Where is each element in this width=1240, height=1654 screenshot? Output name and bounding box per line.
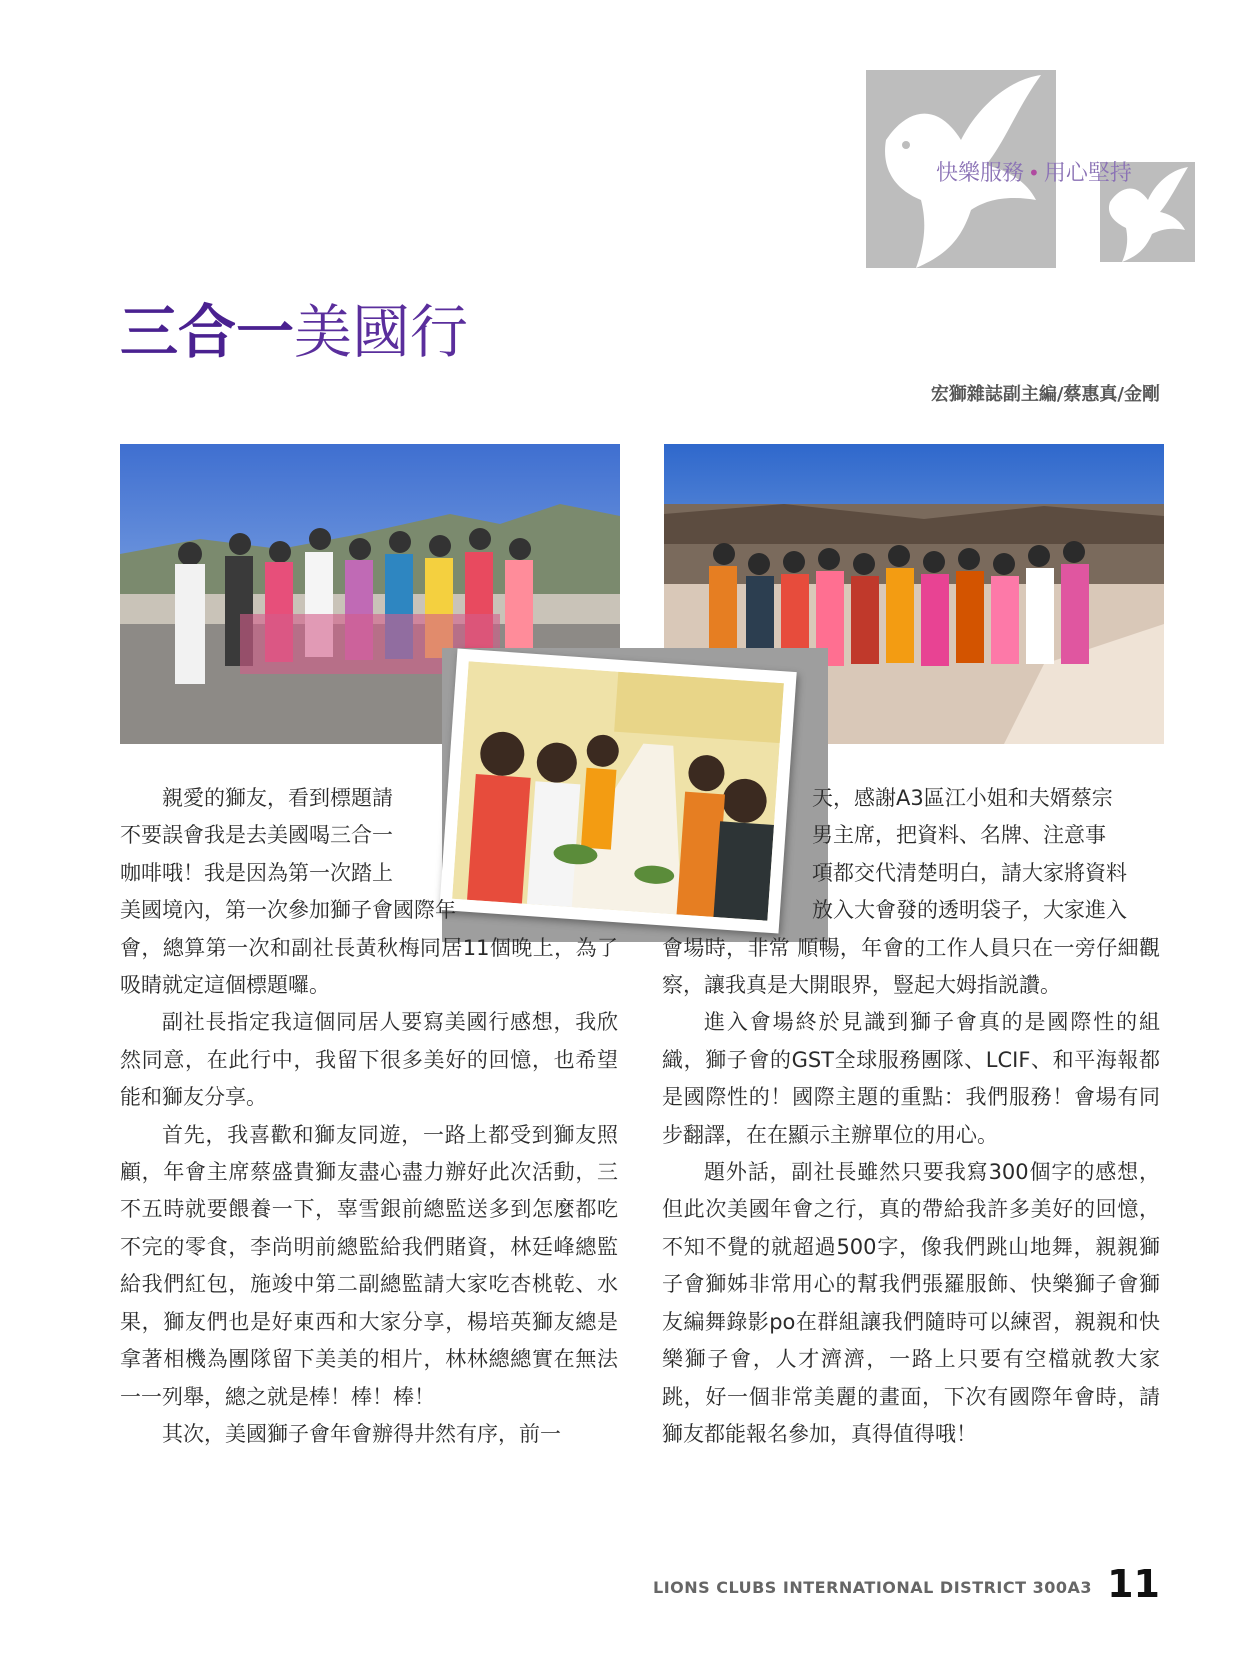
right-paragraph-2: 進入會場終於見識到獅子會真的是國際性的組織，獅子會的GST全球服務團隊、LCIF、和平海報都是國際性的！國際主題的重點：我們服務！會場有同步翻譯，在在顯示主辦單位的用心。 xyxy=(662,1010,1160,1147)
left-p1-line2: 不要誤會我是去美國喝三合一 xyxy=(120,823,393,848)
left-p1-line1: 親愛的獅友，看到標題請 xyxy=(162,786,393,810)
left-column xyxy=(120,780,618,1453)
page-footer xyxy=(653,1562,1160,1606)
right-p1-line4: 放入大會發的透明袋子，大家進入 xyxy=(812,898,1127,923)
left-p1-line3: 咖啡哦！我是因為第一次踏上 xyxy=(120,860,393,885)
left-p1-rest: 會，總算第一次和副社長黃秋梅同居11個晚上，為了吸睛就定這個標題囉。 xyxy=(120,935,618,998)
slogan-right: 用心堅持 xyxy=(1043,161,1132,186)
slogan-left: 快樂服務 xyxy=(936,161,1025,186)
right-p1-line3: 項都交代清楚明白，請大家將資料 xyxy=(812,860,1127,885)
slogan xyxy=(936,156,1196,187)
left-column-wrapped-lines xyxy=(120,780,460,892)
footer-text: LIONS CLUBS INTERNATIONAL DISTRICT 300A3 xyxy=(653,1578,1093,1597)
title-light: 美國行 xyxy=(294,298,469,366)
article-title xyxy=(120,296,468,376)
right-p1-rest: 會場時，非常 順暢，年會的工作人員只在一旁仔細觀察，讓我真是大開眼界，豎起大姆指説讚。 xyxy=(662,935,1160,998)
right-paragraph-3: 題外話，副社長雖然只要我寫300個字的感想，但此次美國年會之行，真的帶給我許多美好的回憶，不知不覺的就超過500字，像我們跳山地舞，親親獅子會獅姊非常用心的幫我們張羅服飾、快樂獅子會獅友編舞錄影po在群組讓我們隨時可以練習，親親和快樂獅子會，人才濟濟，一路上只要有空檔就教大家跳，好一個非常美麗的畫面，下次有國際年會時，請獅友都能報名參加，真得值得哦！ xyxy=(662,1160,1160,1446)
left-paragraph-4: 其次，美國獅子會年會辦得井然有序，前一 xyxy=(162,1421,561,1446)
left-p1-line4: 美國境內，第一次參加獅子會國際年 xyxy=(120,898,456,923)
left-paragraph-3: 首先，我喜歡和獅友同遊，一路上都受到獅友照顧，年會主席蔡盛貴獅友盡心盡力辦好此次活動，三不五時就要餵養一下，辜雪銀前總監送多到怎麼都吃不完的零食，李尚明前總監給我們賭資，林廷峰總監給我們紅包，施竣中第二副總監請大家吃杏桃乾、水果，獅友們也是好東西和大家分享，楊培英獅友總是拿著相機為團隊留下美美的相片，林林總總實在無法一一列舉，總之就是棒！棒！棒！ xyxy=(120,1122,618,1409)
right-column-wrapped-lines xyxy=(662,780,1160,930)
title-bold: 三合一 xyxy=(120,298,295,366)
page-number: 11 xyxy=(1107,1562,1160,1606)
byline: 宏獅雜誌副主編/蔡惠真/金剛 xyxy=(930,384,1160,405)
right-p1-line2: 男主席，把資料、名牌、注意事 xyxy=(812,823,1106,848)
slogan-dot: • xyxy=(1028,161,1040,185)
right-column xyxy=(662,780,1160,1453)
left-paragraph-2: 副社長指定我這個同居人要寫美國行感想，我欣然同意，在此行中，我留下很多美好的回憶，也希望能和獅友分享。 xyxy=(120,1010,618,1110)
right-p1-line1: 天，感謝A3區江小姐和夫婿蔡宗 xyxy=(812,786,1113,810)
